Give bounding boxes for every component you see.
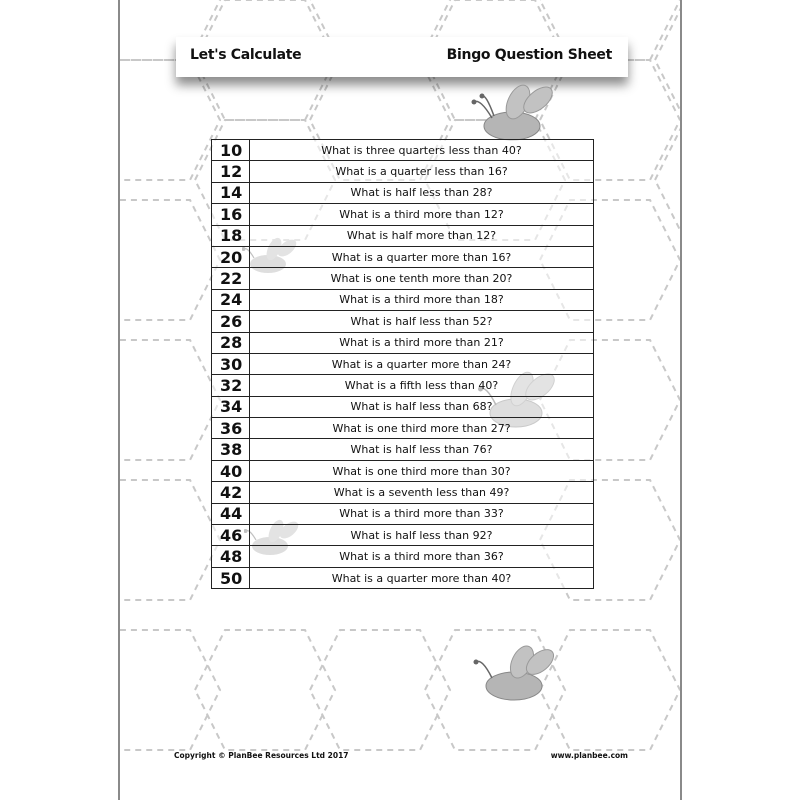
answer-number: 14: [212, 182, 250, 203]
table-row: [212, 546, 594, 567]
question-text: What is a seventh less than 49?: [250, 482, 594, 503]
table-row: [212, 161, 594, 182]
answer-number: 24: [212, 289, 250, 310]
website-link: www.planbee.com: [550, 751, 628, 760]
question-text: What is a fifth less than 40?: [250, 375, 594, 396]
answer-number: 30: [212, 353, 250, 374]
answer-number: 46: [212, 525, 250, 546]
question-text: What is a third more than 18?: [250, 289, 594, 310]
question-text: What is a quarter more than 16?: [250, 246, 594, 267]
question-text: What is a quarter more than 24?: [250, 353, 594, 374]
answer-number: 32: [212, 375, 250, 396]
table-row: [212, 268, 594, 289]
question-text: What is half less than 68?: [250, 396, 594, 417]
answer-number: 42: [212, 482, 250, 503]
question-text: What is one third more than 27?: [250, 418, 594, 439]
answer-number: 26: [212, 311, 250, 332]
answer-number: 18: [212, 225, 250, 246]
table-row: [212, 567, 594, 588]
answer-number: 50: [212, 567, 250, 588]
question-text: What is a third more than 12?: [250, 204, 594, 225]
answer-number: 20: [212, 246, 250, 267]
table-row: [212, 396, 594, 417]
table-row: [212, 204, 594, 225]
table-row: [212, 353, 594, 374]
answer-number: 44: [212, 503, 250, 524]
question-text: What is one tenth more than 20?: [250, 268, 594, 289]
table-row: [212, 140, 594, 161]
question-text: What is half more than 12?: [250, 225, 594, 246]
answer-number: 34: [212, 396, 250, 417]
table-row: [212, 460, 594, 481]
table-row: [212, 418, 594, 439]
question-text: What is half less than 76?: [250, 439, 594, 460]
question-text: What is a quarter less than 16?: [250, 161, 594, 182]
bee-icon: [472, 644, 558, 708]
answer-number: 36: [212, 418, 250, 439]
table-row: [212, 225, 594, 246]
answer-number: 10: [212, 140, 250, 161]
answer-number: 38: [212, 439, 250, 460]
table-row: [212, 375, 594, 396]
answer-number: 28: [212, 332, 250, 353]
worksheet-page: [118, 0, 682, 800]
answer-number: 16: [212, 204, 250, 225]
header-bar: [176, 37, 628, 77]
answer-number: 40: [212, 460, 250, 481]
table-row: [212, 482, 594, 503]
table-row: [212, 289, 594, 310]
question-text: What is half less than 92?: [250, 525, 594, 546]
answer-number: 48: [212, 546, 250, 567]
question-text: What is a third more than 21?: [250, 332, 594, 353]
table-row: [212, 439, 594, 460]
worksheet-title: Let's Calculate: [190, 47, 302, 63]
question-text: What is one third more than 30?: [250, 460, 594, 481]
bee-icon: [470, 82, 558, 146]
copyright-notice: Copyright © PlanBee Resources Ltd 2017: [174, 751, 349, 760]
question-text: What is half less than 52?: [250, 311, 594, 332]
question-text: What is a quarter more than 40?: [250, 567, 594, 588]
table-row: [212, 182, 594, 203]
question-text: What is a third more than 33?: [250, 503, 594, 524]
answer-number: 22: [212, 268, 250, 289]
table-row: [212, 311, 594, 332]
question-text: What is half less than 28?: [250, 182, 594, 203]
table-row: [212, 503, 594, 524]
table-row: [212, 525, 594, 546]
table-row: [212, 246, 594, 267]
sheet-type-title: Bingo Question Sheet: [446, 47, 612, 63]
question-text: What is a third more than 36?: [250, 546, 594, 567]
table-row: [212, 332, 594, 353]
answer-number: 12: [212, 161, 250, 182]
bingo-question-table: [211, 139, 594, 589]
question-text: What is three quarters less than 40?: [250, 140, 594, 161]
